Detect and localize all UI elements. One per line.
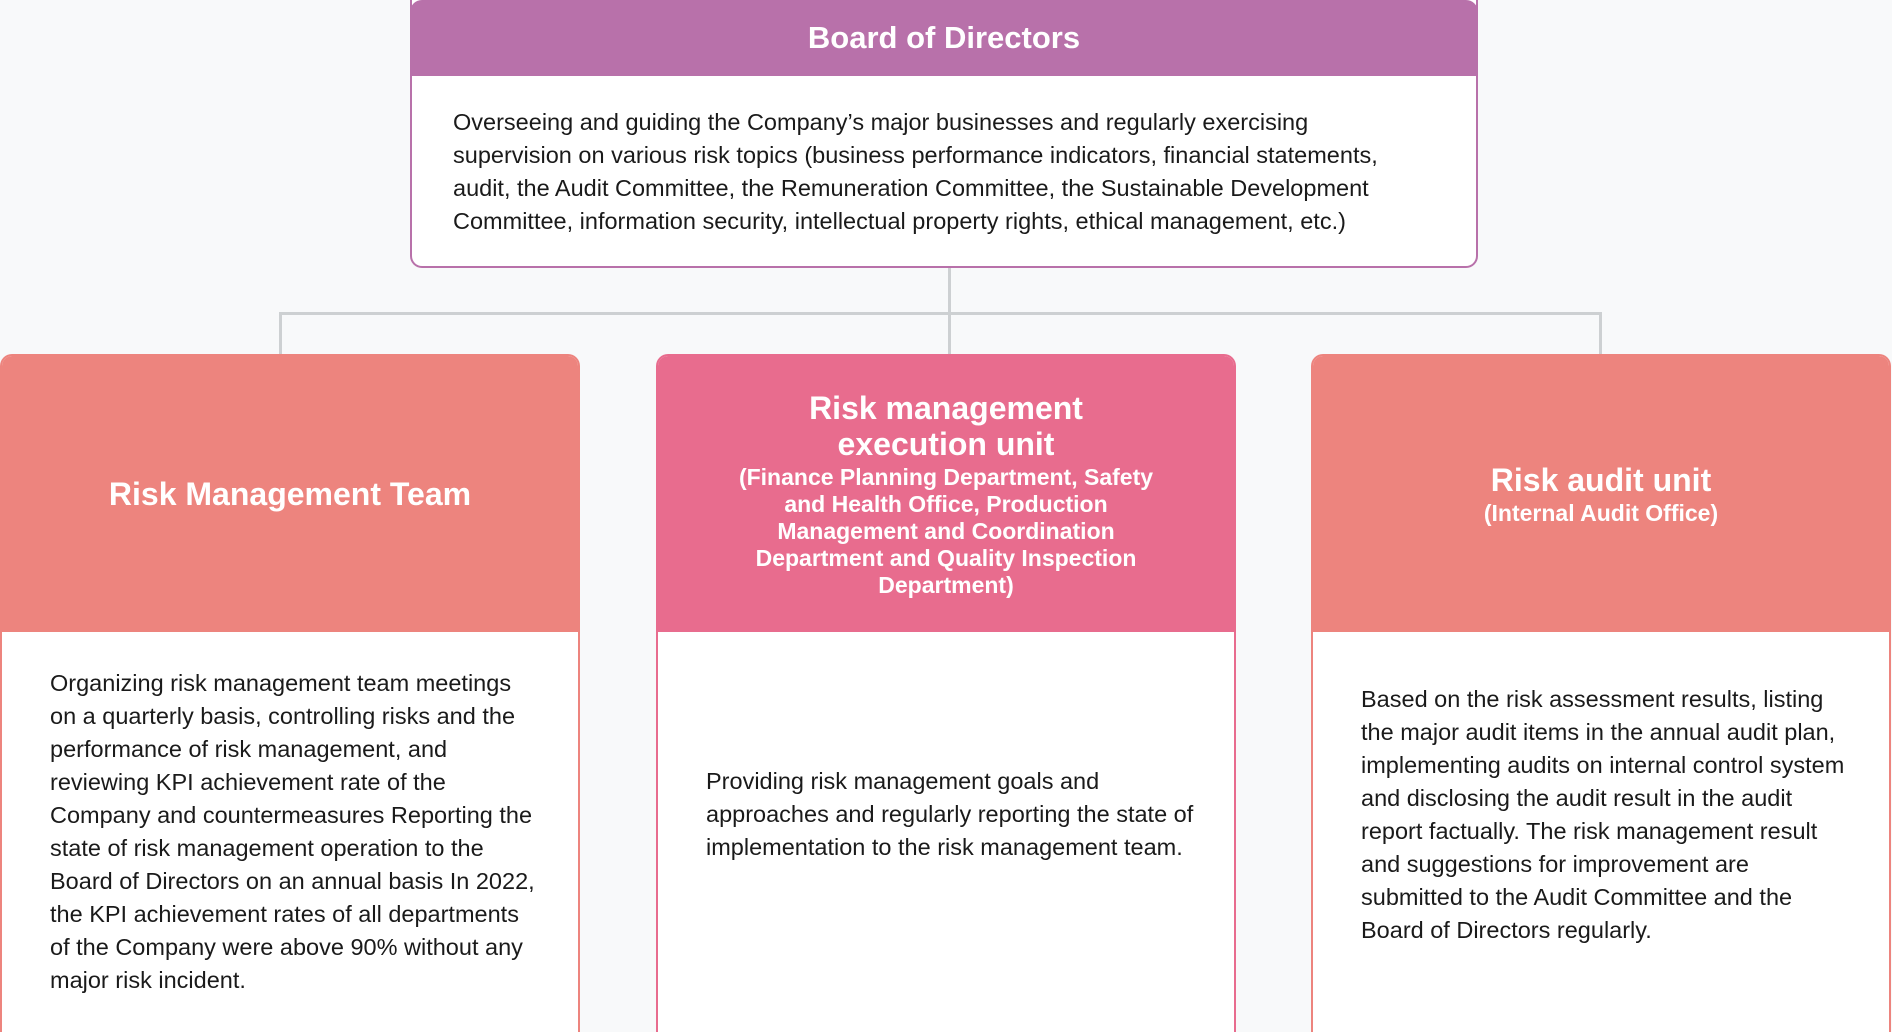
unit-description: Providing risk management goals and approaches and regularly reporting the state of implementation to the risk management team. (706, 768, 1194, 860)
connector-vertical-main (948, 268, 951, 354)
unit-subtitle: (Internal Audit Office) (1483, 499, 1719, 526)
risk-audit-unit-card (1311, 354, 1891, 1032)
unit-title: Risk management execution unit (809, 389, 1083, 462)
risk-execution-unit-header (658, 356, 1234, 632)
unit-description: Based on the risk assessment results, listing the major audit items in the annual audit plan, implementing audits on internal control system and disclosing the audit result in the audit report factually. The risk management result and suggestions for improvement are submitted to the Audit Committee and the Board of Directors regularly. (1361, 686, 1845, 943)
risk-management-team-card (0, 354, 580, 1032)
unit-title: Risk audit unit (1490, 461, 1712, 498)
connector-right-drop (1599, 312, 1602, 354)
connector-horizontal (279, 312, 1602, 315)
unit-description: Organizing risk management team meetings on a quarterly basis, controlling risks and the performance of risk management, and reviewing KPI achievement rate of the Company and countermeasures Reporting the state of risk management operation to the Board of Directors on an annual basis In 2022, the KPI achievement rates of all departments of the Company were above 90% without any major risk incident. (50, 670, 535, 993)
board-title: Board of Directors (807, 20, 1081, 55)
board-of-directors-header (410, 0, 1478, 76)
risk-management-team-header (2, 356, 578, 632)
risk-execution-unit-card (656, 354, 1236, 1032)
board-description: Overseeing and guiding the Company’s major businesses and regularly exercising supervision on various risk topics (business performance indicators, financial statements, audit, the Audit Committee, the Remuneration Committee, the Sustainable Development Committee, information security, intellectual property rights, ethical management, etc.) (453, 109, 1378, 234)
connector-left-drop (279, 312, 282, 354)
unit-subtitle: (Finance Planning Department, Safety and Health Office, Production Management and Coordination Department and Quality Inspection Department) (738, 463, 1154, 598)
risk-audit-unit-header (1313, 356, 1889, 632)
unit-title: Risk Management Team (108, 476, 472, 512)
